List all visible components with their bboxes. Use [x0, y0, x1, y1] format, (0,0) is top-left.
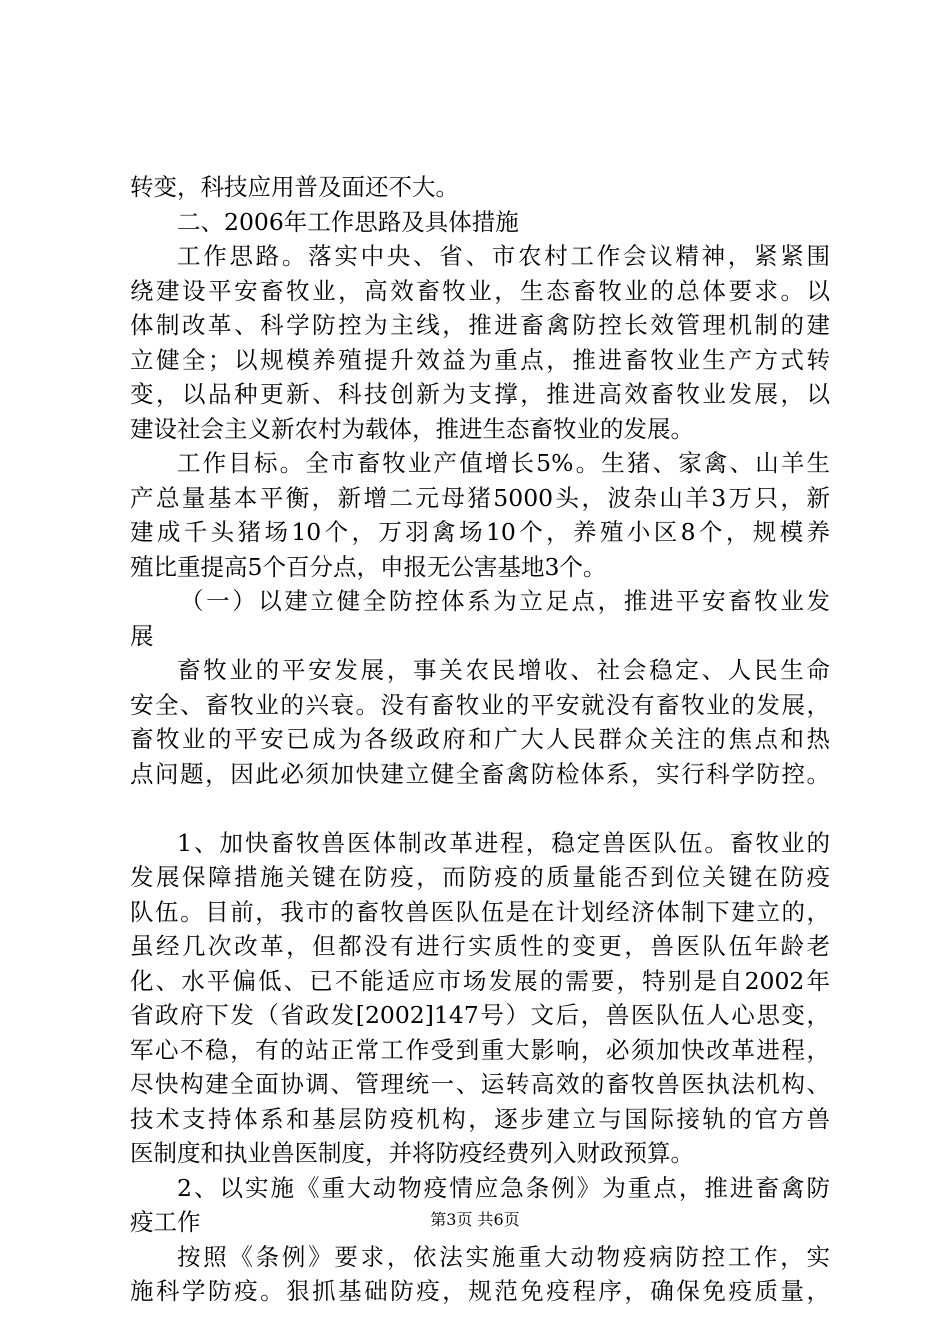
text-line: 军心不稳，有的站正常工作受到重大影响，必须加快改革进程， — [130, 1035, 830, 1064]
text-line: 1、加快畜牧兽医体制改革进程，稳定兽医队伍。畜牧业的 — [177, 828, 830, 857]
subsection-heading: 展 — [130, 621, 154, 650]
text-line: 绕建设平安畜牧业，高效畜牧业，生态畜牧业的总体要求。以 — [130, 276, 830, 305]
body-text — [130, 170, 830, 1309]
text-line: 产总量基本平衡，新增二元母猪5000头，波杂山羊3万只，新 — [130, 483, 830, 512]
text-line: 虽经几次改革，但都没有进行实质性的变更，兽医队伍年龄老 — [130, 932, 830, 960]
subsection-heading: （一）以建立健全防控体系为立足点，推进平安畜牧业发 — [180, 587, 830, 615]
text-line: 变，以品种更新、科技创新为支撑，推进高效畜牧业发展，以 — [130, 380, 830, 408]
text-line: 安全、畜牧业的兴衰。没有畜牧业的平安就没有畜牧业的发展， — [130, 690, 830, 719]
text-line: 省政府下发（省政发[2002]147号）文后，兽医队伍人心思变， — [130, 1001, 830, 1029]
text-line: 化、水平偏低、已不能适应市场发展的需要，特别是自2002年 — [130, 966, 830, 995]
text-line: 施科学防疫。狠抓基础防疫，规范免疫程序，确保免疫质量， — [130, 1277, 830, 1305]
text-line: 体制改革、科学防控为主线，推进畜禽防控长效管理机制的建 — [130, 311, 830, 339]
text-line: 转变，科技应用普及面还不大。 — [130, 173, 459, 201]
section-heading: 二、2006年工作思路及具体措施 — [177, 207, 519, 236]
text-line: 立健全；以规模养殖提升效益为重点，推进畜牧业生产方式转 — [130, 345, 830, 374]
page-footer: 第3页 共6页 — [430, 1210, 520, 1229]
text-line: 殖比重提高5个百分点，申报无公害基地3个。 — [130, 552, 607, 581]
text-line: 点问题，因此必须加快建立健全畜禽防检体系，实行科学防控。 — [130, 759, 830, 788]
text-line: 工作思路。落实中央、省、市农村工作会议精神，紧紧围 — [177, 242, 830, 270]
text-line: 2、以实施《重大动物疫情应急条例》为重点，推进畜禽防 — [177, 1173, 830, 1202]
text-line: 按照《条例》要求，依法实施重大动物疫病防控工作，实 — [177, 1242, 830, 1271]
text-line: 建成千头猪场10个，万羽禽场10个，养殖小区8个，规模养 — [130, 518, 830, 546]
blank-line — [130, 791, 830, 826]
text-line: 畜牧业的平安发展，事关农民增收、社会稳定、人民生命 — [177, 656, 830, 684]
text-line: 技术支持体系和基层防疫机构，逐步建立与国际接轨的官方兽 — [130, 1104, 830, 1133]
text-line: 疫工作 — [130, 1208, 201, 1236]
text-line: 建设社会主义新农村为载体，推进生态畜牧业的发展。 — [130, 414, 694, 443]
text-line: 队伍。目前，我市的畜牧兽医队伍是在计划经济体制下建立的， — [130, 897, 830, 926]
text-line: 医制度和执业兽医制度，并将防疫经费列入财政预算。 — [130, 1139, 694, 1167]
text-line: 发展保障措施关键在防疫，而防疫的质量能否到位关键在防疫 — [130, 863, 830, 891]
text-line: 工作目标。全市畜牧业产值增长5%。生猪、家禽、山羊生 — [177, 449, 830, 477]
text-line: 畜牧业的平安已成为各级政府和广大人民群众关注的焦点和热 — [130, 725, 830, 753]
text-line: 尽快构建全面协调、管理统一、运转高效的畜牧兽医执法机构、 — [130, 1070, 830, 1098]
